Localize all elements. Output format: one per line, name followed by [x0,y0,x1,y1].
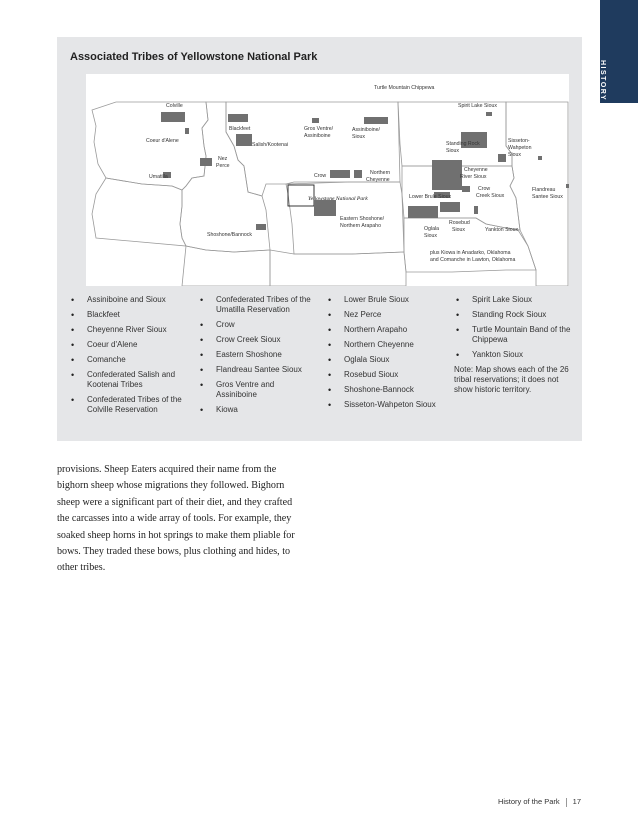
list-item: • Assiniboine and Sioux [69,295,187,305]
list-item: • Blackfeet [69,310,187,320]
list-item: • Northern Arapaho [326,325,444,335]
shoshone-bannock-reservation [256,224,266,230]
label-crow-creek-2: Creek Sioux [476,193,505,199]
sidebar-title: Associated Tribes of Yellowstone National Park [70,51,318,63]
list-item: • Oglala Sioux [326,355,444,365]
tribe-list-column-2 [198,295,316,420]
label-cheyenne-river-1: Cheyenne [464,167,488,173]
label-standing-rock-1: Standing Rock [446,141,480,147]
body-paragraph: provisions. Sheep Eaters acquired their name from the bighorn sheep whose migrations they followed. Bighorn sheep were a significant part of their diet, and they crafted the carcasses into a wide array of tools. For example, they soaked sheep horns in hot springs to make them pliable for bows. They traded these bows, plus clothing and hides, to other tribes. [57,464,295,574]
list-item: • Kiowa [198,405,316,415]
label-umatilla: Umatilla [149,174,168,180]
tribe-list-column-1 [69,295,187,420]
label-assiniboine-1: Assiniboine/ [352,127,380,133]
label-sisseton-2: Wahpeton [508,145,532,151]
list-item: • Rosebud Sioux [326,370,444,380]
flandreau-reservation [566,184,569,188]
label-rosebud-1: Rosebud [449,220,470,226]
list-item: • Lower Brule Sioux [326,295,444,305]
list-item: • Flandreau Santee Sioux [198,365,316,375]
gros-ventre-reservation [312,118,319,123]
label-colville: Colville [166,103,183,109]
label-kiowa-1: plus Kiowa in Anadarko, Oklahoma [430,250,511,256]
crow-creek-reservation [462,186,470,192]
list-item: • Yankton Sioux [454,350,572,360]
list-item: • Eastern Shoshone [198,350,316,360]
label-yankton: Yankton Sioux [485,227,519,233]
label-lower-brule: Lower Brule Sioux [409,194,452,200]
label-sisseton-1: Sisseton- [508,138,530,144]
label-blackfeet: Blackfeet [229,126,251,132]
wind-river-reservation [314,200,336,216]
label-flandreau-2: Santee Sioux [532,194,563,200]
label-nez-perce-2: Perce [216,163,230,169]
list-item: • Cheyenne River Sioux [69,325,187,335]
list-item: • Confederated Tribes of the Umatilla Reservation [198,295,316,315]
colville-reservation [161,112,185,122]
label-coeur-dalene: Coeur d'Alene [146,138,179,144]
label-cheyenne-river-2: River Sioux [460,174,487,180]
tribes-map [86,74,569,286]
cheyenne-river-reservation [432,160,462,190]
tribe-list-column-4 [454,295,572,395]
list-item: • Confederated Tribes of the Colville Reservation [69,395,187,415]
pine-ridge-reservation [408,206,438,218]
crow-reservation [330,170,350,178]
map-note: Note: Map shows each of the 26 tribal reservations; it does not show historic territory. [454,365,569,394]
northern-cheyenne-reservation [354,170,362,178]
label-sisseton-3: Sioux [508,152,521,158]
yankton-reservation [474,206,478,214]
footer-divider [566,798,567,807]
footer-section-title: History of the Park [497,797,560,806]
label-yellowstone: Yellowstone National Park [308,196,368,202]
list-item: • Coeur d'Alene [69,340,187,350]
list-item: • Crow Creek Sioux [198,335,316,345]
label-flandreau-1: Flandreau [532,187,556,193]
label-crow-creek-1: Crow [478,186,491,192]
label-oglala-1: Oglala [424,226,439,232]
lake-traverse-reservation [538,156,542,160]
sidebar-box [57,37,582,441]
label-rosebud-2: Sioux [452,227,465,233]
fort-peck-reservation [364,117,388,124]
label-eastern-shoshone-2: Northern Arapaho [340,223,381,229]
label-n-cheyenne-1: Northern [370,170,391,176]
list-item: • Standing Rock Sioux [454,310,572,320]
list-item: • Confederated Salish and Kootenai Tribes [69,370,187,390]
list-item: • Northern Cheyenne [326,340,444,350]
page-footer [498,797,581,807]
label-eastern-shoshone-1: Eastern Shoshone/ [340,216,385,222]
label-shoshone-bannock: Shoshone/Bannock [207,232,252,238]
label-crow: Crow [314,173,327,179]
list-item: • Comanche [69,355,187,365]
label-turtle-mountain: Turtle Mountain Chippewa [374,85,435,91]
label-salish-kootenai: Salish/Kootenai [252,142,289,148]
rosebud-reservation [440,202,460,212]
sisseton-reservation [498,154,506,162]
label-kiowa-2: and Comanche in Lawton, Oklahoma [430,257,516,263]
page-number: 17 [572,797,581,806]
label-spirit-lake: Spirit Lake Sioux [458,103,497,109]
coeur-dalene-reservation [185,128,189,134]
label-standing-rock-2: Sioux [446,148,459,154]
section-tab [600,0,638,103]
tribe-list-column-3 [326,295,444,415]
label-gros-ventre-2: Assiniboine [304,133,331,139]
section-tab-label: HISTORY [599,60,606,102]
list-item: • Sisseton-Wahpeton Sioux [326,400,444,410]
label-nez-perce-1: Nez [218,156,228,162]
blackfeet-reservation [228,114,248,122]
salish-kootenai-reservation [236,134,252,146]
label-n-cheyenne-2: Cheyenne [366,177,390,183]
label-oglala-2: Sioux [424,233,437,239]
list-item: • Shoshone-Bannock [326,385,444,395]
list-item: • Gros Ventre and Assiniboine [198,380,316,400]
list-item: • Crow [198,320,316,330]
list-item: • Spirit Lake Sioux [454,295,572,305]
list-item: • Turtle Mountain Band of the Chippewa [454,325,572,345]
label-gros-ventre-1: Gros Ventre/ [304,126,334,132]
list-item: • Nez Perce [326,310,444,320]
label-assiniboine-2: Sioux [352,134,365,140]
turtle-mountain-reservation [486,112,492,116]
nez-perce-reservation [200,158,212,166]
